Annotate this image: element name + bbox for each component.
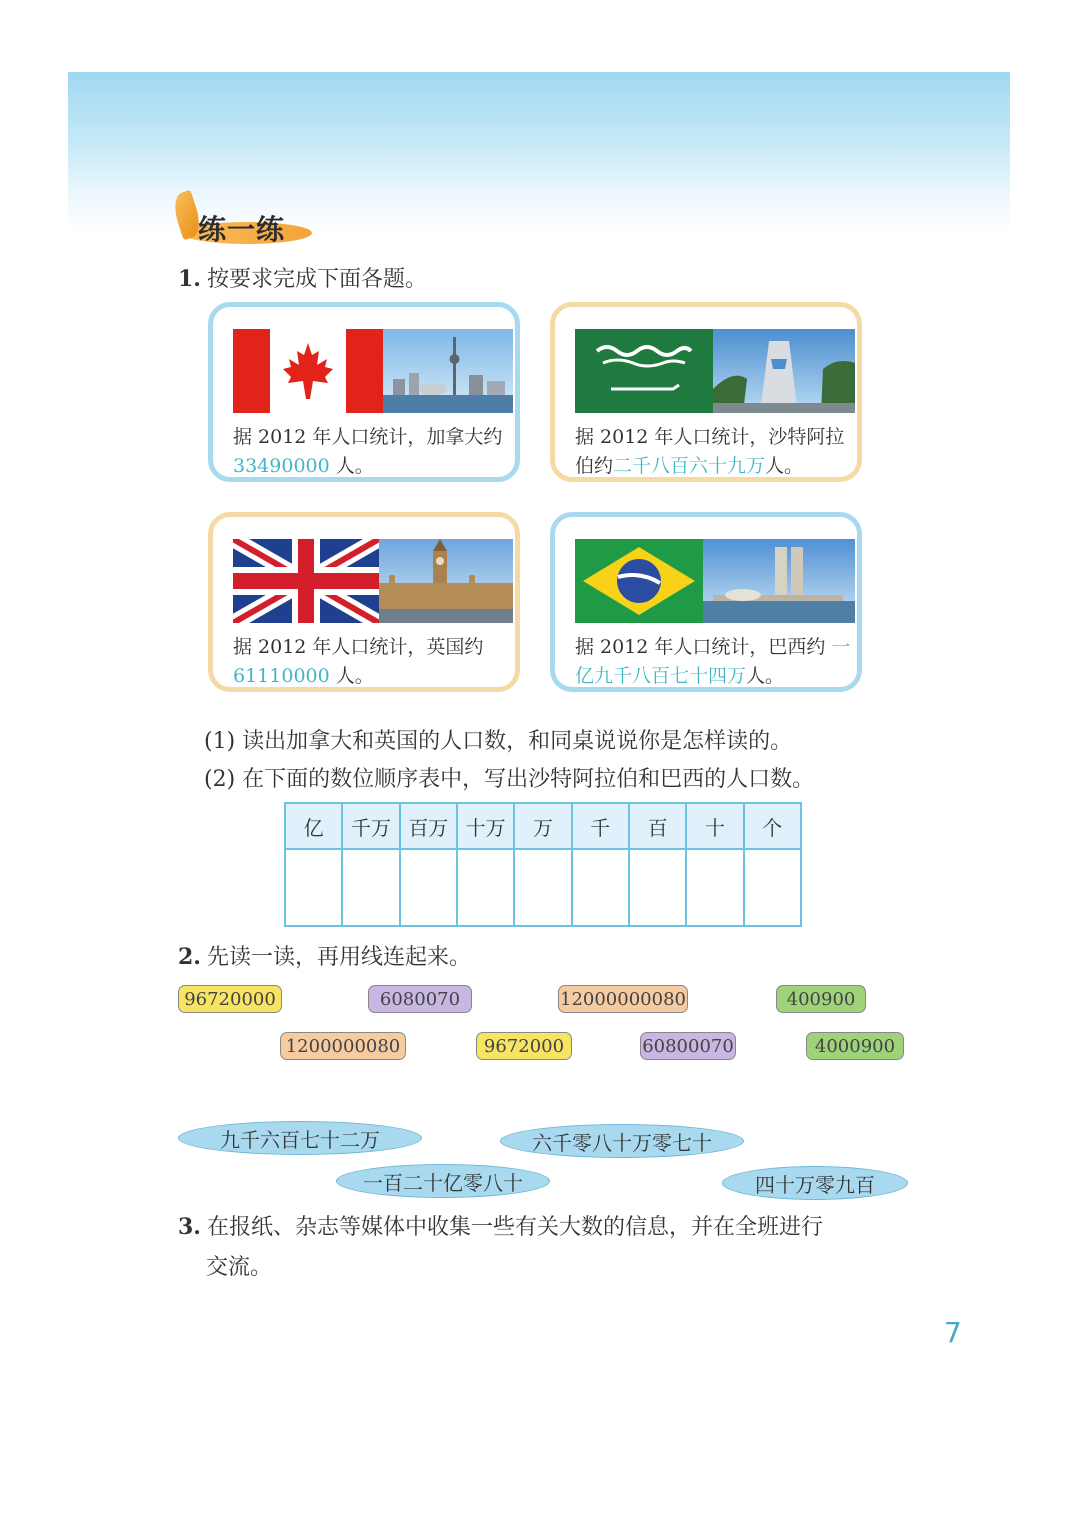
card-brazil-caption [575,633,863,691]
population-value: 33490000 [233,455,330,477]
number-word-oval[interactable]: 六千零八十万零七十 [500,1124,744,1158]
answer-cell[interactable] [458,850,515,927]
place-header-bai: 百 [630,804,687,848]
place-header-qianwan: 千万 [343,804,400,848]
saudi-flag-icon [575,329,713,413]
page-number: 7 [944,1316,962,1349]
answer-cell[interactable] [343,850,400,927]
canada-flag-icon [233,329,383,413]
question-2-number: 2. [178,944,201,970]
place-header-yi: 亿 [286,804,343,848]
number-tag[interactable]: 4000900 [806,1032,904,1060]
place-value-table [284,802,802,927]
answer-cell[interactable] [687,850,744,927]
question-1-text: 按要求完成下面各题。 [206,267,427,292]
card-saudi-arabia [550,302,862,482]
place-value-header-row [286,804,800,850]
question-3-text: 在报纸、杂志等媒体中收集一些有关大数的信息，并在全班进行 [206,1215,823,1240]
question-1-part-2: (2) 在下面的数位顺序表中，写出沙特阿拉伯和巴西的人口数。 [204,767,815,792]
place-header-shiwan: 十万 [458,804,515,848]
brasilia-building-photo [703,539,855,623]
caption-text: 据 2012 年人口统计，英国约 [233,636,484,658]
place-header-qian: 千 [573,804,630,848]
question-1 [178,262,427,293]
question-3-number: 3. [178,1214,201,1240]
toronto-skyline-photo [383,329,513,413]
question-2 [178,940,471,971]
caption-text: 人。 [329,665,374,687]
number-word-oval[interactable]: 一百二十亿零八十 [336,1164,550,1198]
card-saudi-caption [575,423,863,481]
number-word-oval[interactable]: 九千六百七十二万 [178,1121,422,1155]
caption-text: 人。 [746,665,785,687]
question-3 [178,1210,823,1241]
uk-flag-icon [233,539,379,623]
card-canada [208,302,520,482]
caption-text: 据 2012 年人口统计，沙特阿拉伯约 [575,426,845,477]
caption-text: 据 2012 年人口统计，加拿大约 [233,426,503,448]
answer-cell[interactable] [630,850,687,927]
question-2-text: 先读一读，再用线连起来。 [206,945,471,970]
population-value: 二千八百六十九万 [613,455,766,477]
card-uk-caption [233,633,521,691]
section-title [176,192,316,252]
big-ben-photo [379,539,513,623]
number-tag[interactable]: 12000000080 [558,985,688,1013]
place-value-answer-row [286,850,800,927]
place-header-wan: 万 [515,804,572,848]
number-tag[interactable]: 96720000 [178,985,282,1013]
section-title-text: 练一练 [198,213,286,246]
caption-text: 人。 [329,455,374,477]
number-tag[interactable]: 9672000 [476,1032,572,1060]
caption-text: 人。 [765,455,804,477]
card-united-kingdom [208,512,520,692]
question-3-continuation: 交流。 [206,1255,273,1280]
answer-cell[interactable] [573,850,630,927]
question-1-number: 1. [178,266,201,292]
number-tag[interactable]: 1200000080 [280,1032,406,1060]
population-value: 61110000 [233,665,330,687]
number-tag[interactable]: 400900 [776,985,866,1013]
riyadh-tower-photo [713,329,855,413]
card-brazil [550,512,862,692]
place-header-shi: 十 [687,804,744,848]
brazil-flag-icon [575,539,703,623]
population-value: 一亿九千八百七十四万 [575,636,851,687]
number-word-oval[interactable]: 四十万零九百 [722,1166,908,1200]
number-tag[interactable]: 60800070 [640,1032,736,1060]
answer-cell[interactable] [515,850,572,927]
card-canada-caption [233,423,521,481]
number-tag[interactable]: 6080070 [368,985,472,1013]
place-header-baiwan: 百万 [401,804,458,848]
answer-cell[interactable] [745,850,800,927]
caption-text: 据 2012 年人口统计，巴西约 [575,636,832,658]
answer-cell[interactable] [286,850,343,927]
question-1-part-1: (1) 读出加拿大和英国的人口数，和同桌说说你是怎样读的。 [204,729,793,754]
answer-cell[interactable] [401,850,458,927]
place-header-ge: 个 [762,815,783,840]
